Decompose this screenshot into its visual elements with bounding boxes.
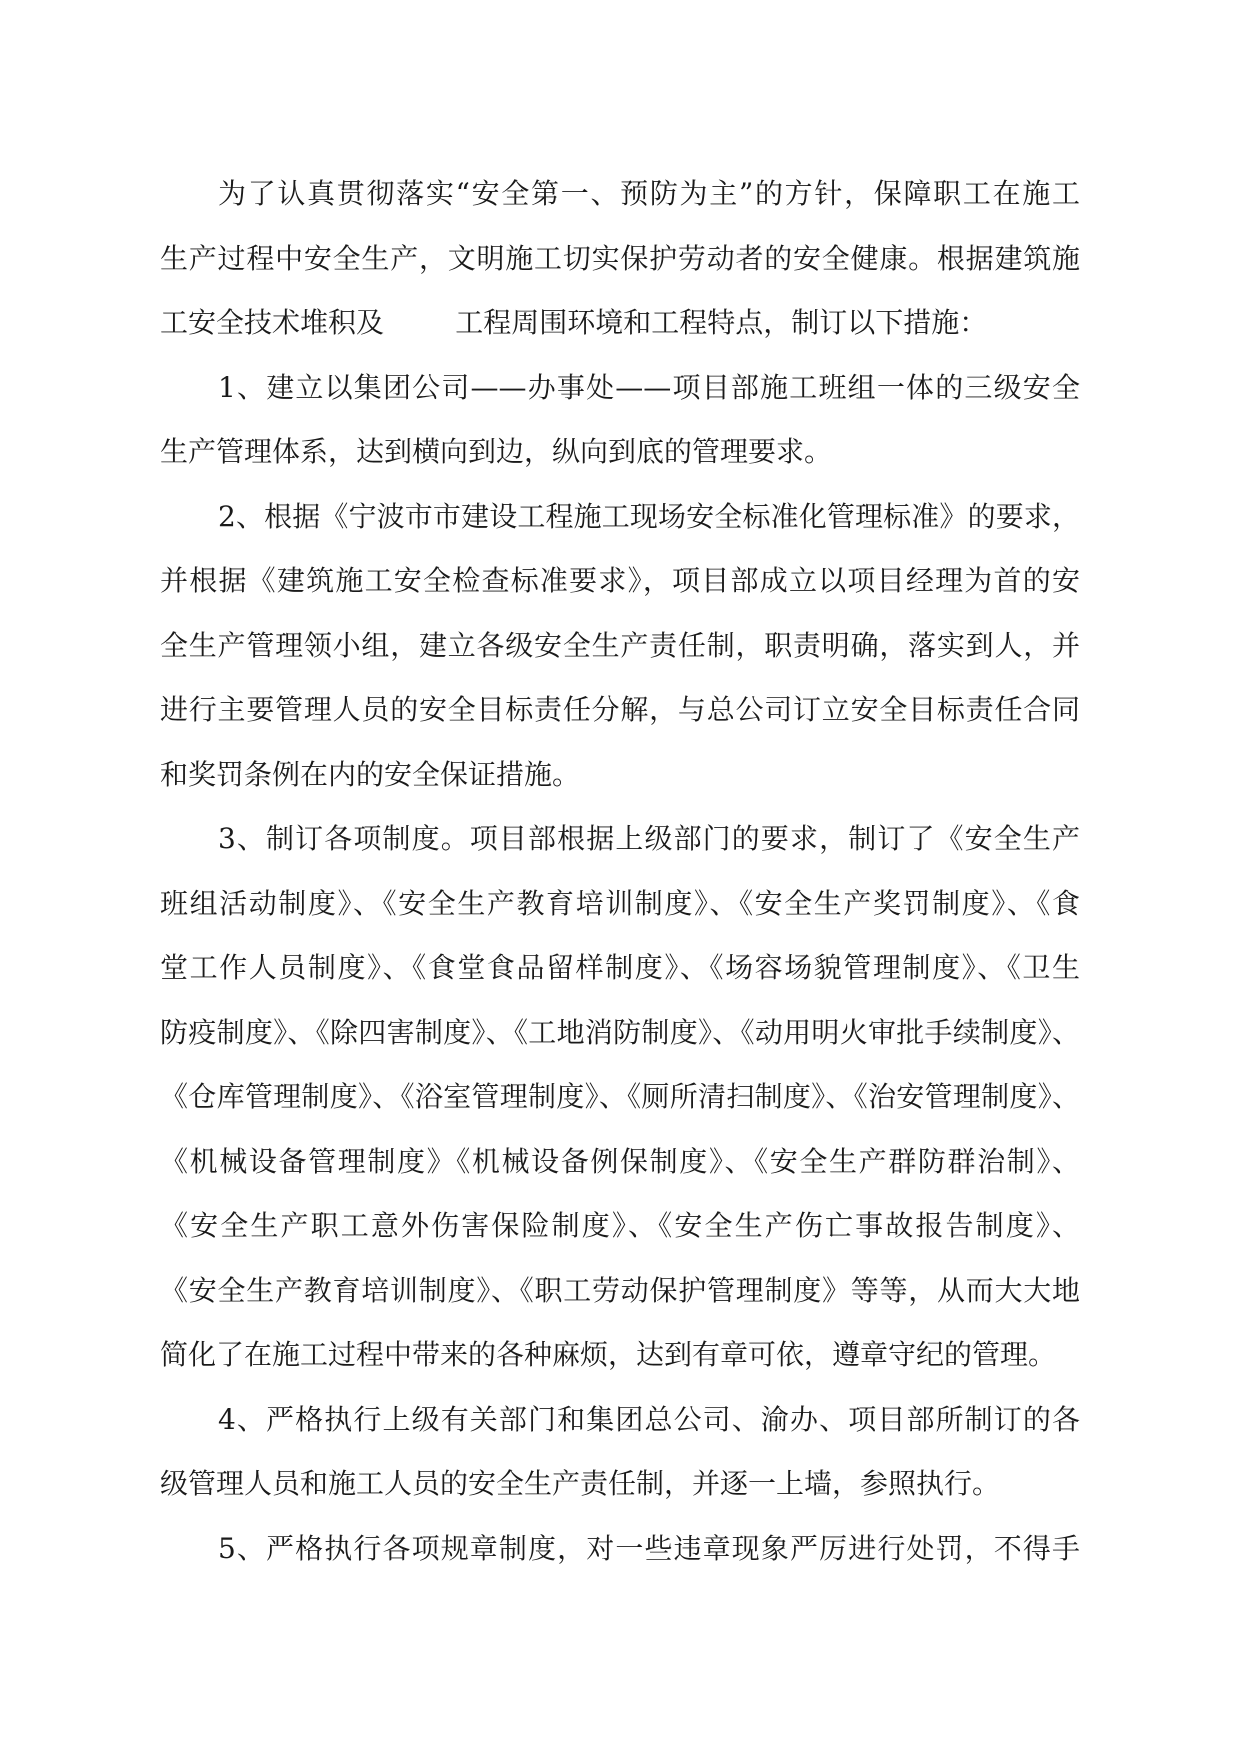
text-line: 级管理人员和施工人员的安全生产责任制，并逐一上墙，参照执行。 (160, 1467, 1001, 1500)
text-line: 2、根据《宁波市市建设工程施工现场安全标准化管理标准》的要求， (218, 499, 1080, 533)
text-line: 《安全生产教育培训制度》、《职工劳动保护管理制度》等等，从而大大地 (160, 1273, 1080, 1307)
text-line: 并根据《建筑施工安全检查标准要求》，项目部成立以项目经理为首的安 (160, 564, 1080, 597)
text-line: 《机械设备管理制度》《机械设备例保制度》、《安全生产群防群治制》、 (160, 1144, 1080, 1178)
text-line: 为了认真贯彻落实“安全第一、预防为主”的方针，保障职工在施工 (218, 177, 1080, 210)
text-line: 防疫制度》、《除四害制度》、《工地消防制度》、《动用明火审批手续制度》、 (160, 1015, 1080, 1049)
text-line: 全生产管理领小组，建立各级安全生产责任制，职责明确，落实到人，并 (160, 628, 1080, 662)
text-line: 堂工作人员制度》、《食堂食品留样制度》、《场容场貌管理制度》、《卫生 (160, 951, 1080, 984)
body-text (160, 162, 1080, 1581)
text-line: 简化了在施工过程中带来的各种麻烦，达到有章可依，遵章守纪的管理。 (160, 1338, 1057, 1371)
text-line: 《安全生产职工意外伤害保险制度》、《安全生产伤亡事故报告制度》、 (160, 1209, 1080, 1242)
text-line: 和奖罚条例在内的安全保证措施。 (160, 757, 581, 791)
text-line: 工安全技术堆积及 工程周围环境和工程特点，制订以下措施： (160, 306, 988, 339)
text-line: 生产过程中安全生产，文明施工切实保护劳动者的安全健康。根据建筑施 (160, 241, 1080, 275)
text-line: 3、制订各项制度。项目部根据上级部门的要求，制订了《安全生产 (218, 822, 1080, 855)
text-line: 4、严格执行上级有关部门和集团总公司、渝办、项目部所制订的各 (218, 1402, 1080, 1436)
text-line: 《仓库管理制度》、《浴室管理制度》、《厕所清扫制度》、《治安管理制度》、 (160, 1080, 1080, 1113)
text-line: 生产管理体系，达到横向到边，纵向到底的管理要求。 (160, 435, 833, 468)
text-line: 班组活动制度》、《安全生产教育培训制度》、《安全生产奖罚制度》、《食 (160, 886, 1080, 920)
text-line: 进行主要管理人员的安全目标责任分解，与总公司订立安全目标责任合同 (160, 693, 1080, 726)
text-line: 5、严格执行各项规章制度，对一些违章现象严厉进行处罚，不得手 (218, 1531, 1080, 1565)
text-line: 1、建立以集团公司——办事处——项目部施工班组一体的三级安全 (218, 370, 1080, 404)
